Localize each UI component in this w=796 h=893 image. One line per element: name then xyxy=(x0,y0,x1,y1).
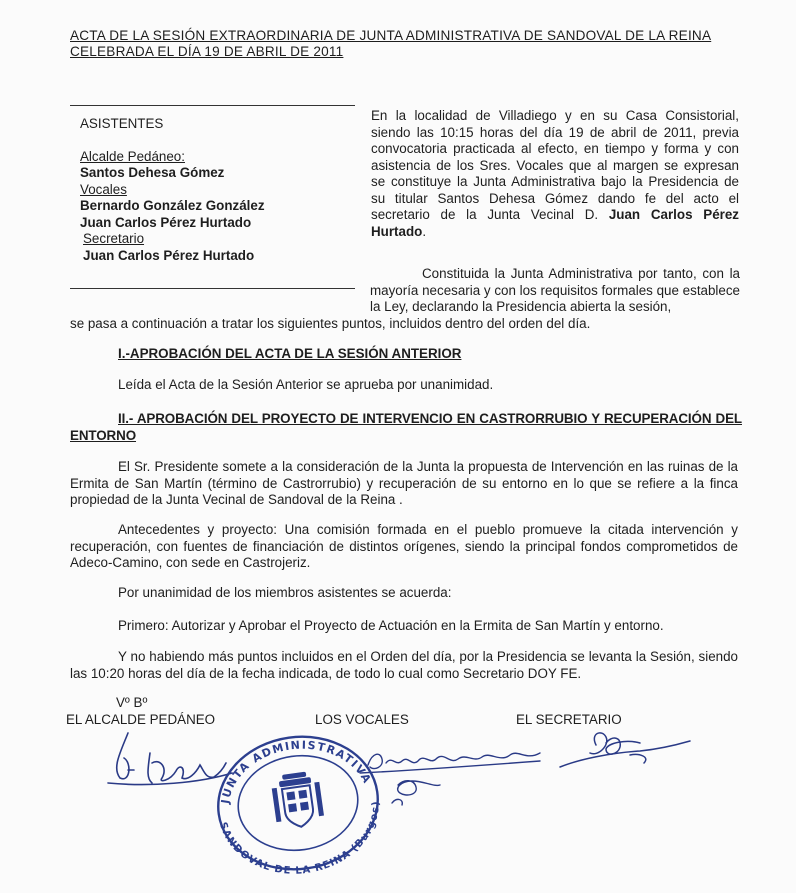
title-line-1: ACTA DE LA SESIÓN EXTRAORDINARIA DE JUNTA ADMINISTRATIVA DE SANDOVAL DE LA REINA xyxy=(70,28,712,43)
attendees-top-rule xyxy=(70,105,355,106)
constitution-text-right: Constituida la Junta Administrativa por tanto, con la mayoría necesaria y con los requisitos formales que establece la Ley, declarando la Presidencia abierta la sesión, xyxy=(370,266,740,314)
secretary-label: Secretario xyxy=(83,231,145,246)
vocal-1-name: Bernardo González González xyxy=(80,198,265,213)
coat-of-arms-icon xyxy=(270,770,325,830)
section-2-paragraph-4: Primero: Autorizar y Aprobar el Proyecto de Actuación en la Ermita de San Martín y entorno. xyxy=(118,618,664,633)
signatures-area xyxy=(0,723,796,893)
secretary-name: Juan Carlos Pérez Hurtado xyxy=(83,247,255,263)
secretary-signature xyxy=(560,733,690,767)
intro-paragraph xyxy=(371,108,739,240)
vb-mark: Vº Bº xyxy=(116,695,148,710)
secretary-signature-label: EL SECRETARIO xyxy=(516,712,622,727)
section-2-paragraph-3: Por unanimidad de los miembros asistentes se acuerda: xyxy=(118,585,452,600)
attendees-heading: ASISTENTES xyxy=(80,116,164,131)
section-2-paragraph-1: El Sr. Presidente somete a la consideración de la Junta la propuesta de Intervención en las ruinas de la Ermita de San Martín (término de Castrorrubio) y recuperación de su entorno en lo que se refiere a la finca propiedad de la Junta Vecinal de Sandoval de la Reina . xyxy=(70,459,738,507)
vocales-signature-label: LOS VOCALES xyxy=(315,712,409,727)
intro-secretary-name: Juan Carlos Pérez Hurtado xyxy=(371,207,739,239)
mayor-signature xyxy=(108,733,232,785)
section-2-heading: II.- APROBACIÓN DEL PROYECTO DE INTERVENCIO EN CASTRORRUBIO Y RECUPERACIÓN DEL ENTORNO xyxy=(70,411,742,443)
mayor-label: Alcalde Pedáneo: xyxy=(80,148,185,164)
mayor-signature-label: EL ALCALDE PEDÁNEO xyxy=(66,712,216,727)
vocal-signature xyxy=(360,753,540,805)
section-1-heading: I.-APROBACIÓN DEL ACTA DE LA SESIÓN ANTERIOR xyxy=(118,346,462,361)
constitution-text-full: se pasa a continuación a tratar los siguientes puntos, incluidos dentro del orden del día. xyxy=(70,315,591,331)
stamp-ring-bottom: SANDOVAL DE LA REINA (Burgos) xyxy=(216,800,382,877)
intro-end: . xyxy=(422,223,427,239)
stamp-ring-top: JUNTA ADMINISTRATIVA xyxy=(218,738,374,805)
section-2-paragraph-2: Antecedentes y proyecto: Una comisión formada en el pueblo promueve la citada intervención y recuperación, con fuentes de financiación de distintos orígenes, siendo la principal fondos comprometidos de Adeco-Camino, con sede en Castrojeriz. xyxy=(70,522,738,570)
constitution-paragraph xyxy=(70,266,740,332)
closing-paragraph: Y no habiendo más puntos incluidos en el Orden del día, por la Presidencia se levanta la Sesión, siendo las 10:20 horas del día de la fecha indicada, de todo lo cual como Secretario DOY FE. xyxy=(70,649,738,681)
section-1-body: Leída el Acta de la Sesión Anterior se aprueba por unanimidad. xyxy=(118,377,494,392)
mayor-name: Santos Dehesa Gómez xyxy=(80,165,225,180)
intro-text: En la localidad de Villadiego y en su Casa Consistorial, siendo las 10:15 horas del día 19 de abril de 2011, previa convocatoria practicada al efecto, en tiempo y forma y con asistencia de los Sres. Vocales que al margen se expresan se constituye la Junta Administrativa bajo la Presidencia de su titular Santos Dehesa Gómez dando fe del acto el secretario de la Junta Vecinal D. xyxy=(371,108,739,222)
document-title xyxy=(70,28,740,59)
official-stamp xyxy=(206,726,390,887)
vocal-2-name: Juan Carlos Pérez Hurtado xyxy=(80,214,252,230)
vocales-label: Vocales xyxy=(80,181,127,197)
attendees-block xyxy=(80,116,350,264)
title-line-2: CELEBRADA EL DÍA 19 DE ABRIL DE 2011 xyxy=(70,43,344,59)
